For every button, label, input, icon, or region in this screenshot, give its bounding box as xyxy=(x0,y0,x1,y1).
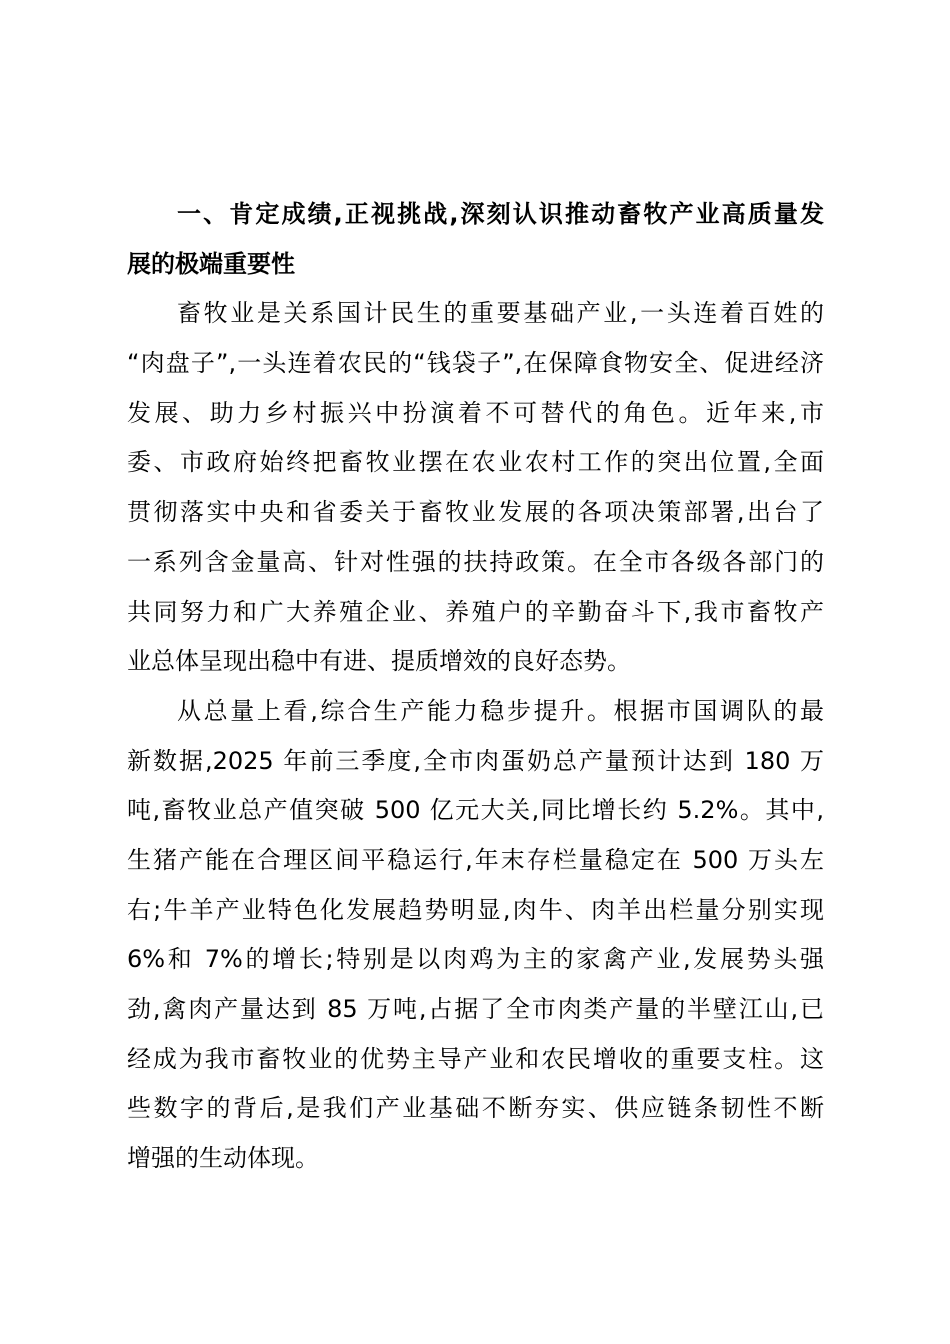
text-line: 共同努力和广大养殖企业、养殖户的辛勤奋斗下,我市畜牧产 xyxy=(127,597,824,626)
text-line: 新数据,2025 年前三季度,全市肉蛋奶总产量预计达到 180 万 xyxy=(127,746,824,775)
text-line: 业总体呈现出稳中有进、提质增效的良好态势。 xyxy=(127,647,631,676)
text-line: 右;牛羊产业特色化发展趋势明显,肉牛、肉羊出栏量分别实现 xyxy=(127,895,824,924)
text-line: 一系列含金量高、针对性强的扶持政策。在全市各级各部门的 xyxy=(127,547,824,576)
text-line: 从总量上看,综合生产能力稳步提升。根据市国调队的最 xyxy=(177,696,824,725)
text-line: 发展、助力乡村振兴中扮演着不可替代的角色。近年来,市 xyxy=(127,398,824,427)
paragraph-1 xyxy=(127,289,824,687)
text-line: 委、市政府始终把畜牧业摆在农业农村工作的突出位置,全面 xyxy=(127,448,824,477)
section-heading xyxy=(127,190,824,289)
paragraph-2 xyxy=(127,687,824,1184)
heading-line: 展的极端重要性 xyxy=(127,249,295,278)
text-line: 生猪产能在合理区间平稳运行,年末存栏量稳定在 500 万头左 xyxy=(127,845,824,874)
heading-line: 一、肯定成绩,正视挑战,深刻认识推动畜牧产业高质量发 xyxy=(177,200,824,228)
text-line: 经成为我市畜牧业的优势主导产业和农民增收的重要支柱。这 xyxy=(127,1044,824,1073)
document-page xyxy=(127,190,824,1184)
text-line: 增强的生动体现。 xyxy=(127,1144,319,1173)
text-line: 劲,禽肉产量达到 85 万吨,占据了全市肉类产量的半壁江山,已 xyxy=(127,995,824,1023)
text-line: 畜牧业是关系国计民生的重要基础产业,一头连着百姓的 xyxy=(177,299,824,328)
text-line: 些数字的背后,是我们产业基础不断夯实、供应链条韧性不断 xyxy=(127,1094,824,1123)
text-line: 吨,畜牧业总产值突破 500 亿元大关,同比增长约 5.2%。其中, xyxy=(127,796,824,825)
text-line: 6%和 7%的增长;特别是以肉鸡为主的家禽产业,发展势头强 xyxy=(127,945,824,974)
text-line: 贯彻落实中央和省委关于畜牧业发展的各项决策部署,出台了 xyxy=(127,498,824,527)
text-line: “肉盘子”,一头连着农民的“钱袋子”,在保障食物安全、促进经济 xyxy=(127,349,824,378)
